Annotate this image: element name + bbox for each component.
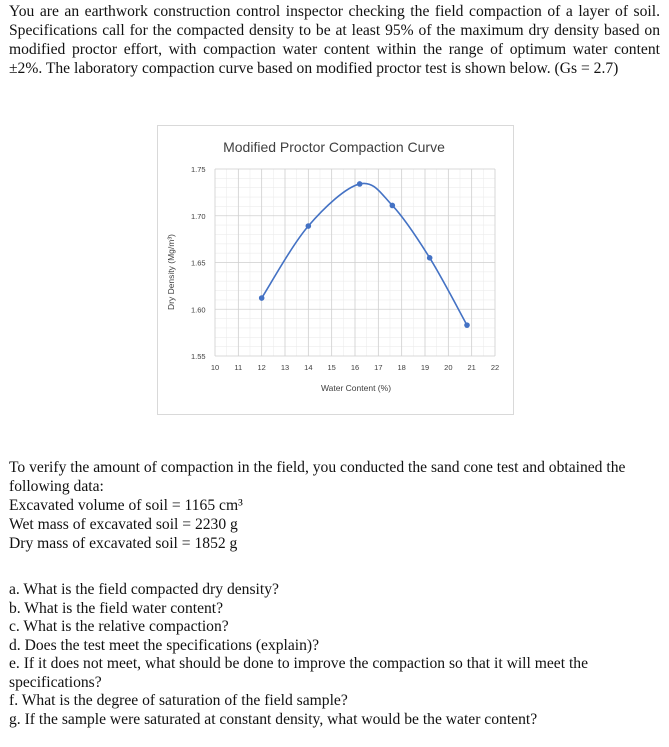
x-tick-label: 10: [210, 363, 220, 372]
data-point: [357, 181, 363, 187]
x-tick-label: 13: [280, 363, 290, 372]
chart-svg: [158, 126, 513, 414]
x-tick-label: 17: [374, 363, 383, 372]
compaction-chart: [157, 125, 514, 415]
field-data: [9, 458, 660, 553]
y-tick-label: 1.75: [191, 165, 206, 174]
y-tick-label: 1.65: [191, 258, 206, 268]
question-e: e. If it does not meet, what should be done to improve the compaction so that it will meet the specifications?: [9, 655, 589, 691]
x-tick-label: 15: [327, 363, 336, 372]
x-tick-label: 22: [490, 363, 500, 372]
y-tick-label: 1.70: [191, 211, 206, 221]
question-b: b. What is the field water content?: [9, 599, 224, 617]
question-g: g. If the sample were saturated at constant density, what would be the water content?: [9, 710, 538, 728]
x-tick-label: 21: [467, 363, 476, 372]
question-f: f. What is the degree of saturation of the field sample?: [9, 692, 348, 709]
data-point: [464, 322, 470, 328]
question-d: d. Does the test meet the specifications (explain)?: [9, 636, 320, 654]
chart-title: Modified Proctor Compaction Curve: [223, 139, 445, 155]
data-point: [390, 203, 396, 209]
wet-mass: Wet mass of excavated soil = 2230 g: [9, 516, 238, 533]
data-point: [306, 223, 312, 229]
excavated-volume: Excavated volume of soil = 1165 cm³: [9, 497, 243, 514]
field-intro: To verify the amount of compaction in the field, you conducted the sand cone test and obtained the following data:: [9, 459, 626, 495]
y-tick-label: 1.55: [191, 352, 206, 361]
series-line: [262, 183, 467, 325]
dry-mass: Dry mass of excavated soil = 1852 g: [9, 535, 238, 552]
x-tick-label: 20: [444, 363, 453, 372]
x-tick-label: 12: [257, 363, 266, 372]
x-tick-label: 14: [304, 363, 313, 372]
x-axis-label: Water Content (%): [320, 383, 392, 393]
y-tick-label: 1.60: [191, 305, 206, 315]
x-tick-label: 11: [234, 363, 243, 372]
question-c: c. What is the relative compaction?: [9, 618, 229, 635]
y-axis-label: Dry Density (Mg/m³): [166, 233, 176, 311]
problem-intro: You are an earthwork construction control inspector checking the field compaction of a layer of soil. Specifications call for the compacted density to be at least 95% of the maximum dry density based on modified proctor effort, with compaction water content within the range of optimum water content ±2%. The laboratory compaction curve based on modified proctor test is shown below. (Gs = 2.7): [9, 3, 660, 77]
question-a: a. What is the field compacted dry density?: [9, 581, 279, 598]
data-point: [259, 295, 265, 301]
x-tick-label: 19: [420, 363, 430, 372]
data-point: [427, 255, 433, 261]
question-list: [9, 581, 660, 729]
x-tick-label: 16: [350, 363, 360, 372]
x-tick-label: 18: [397, 363, 406, 372]
